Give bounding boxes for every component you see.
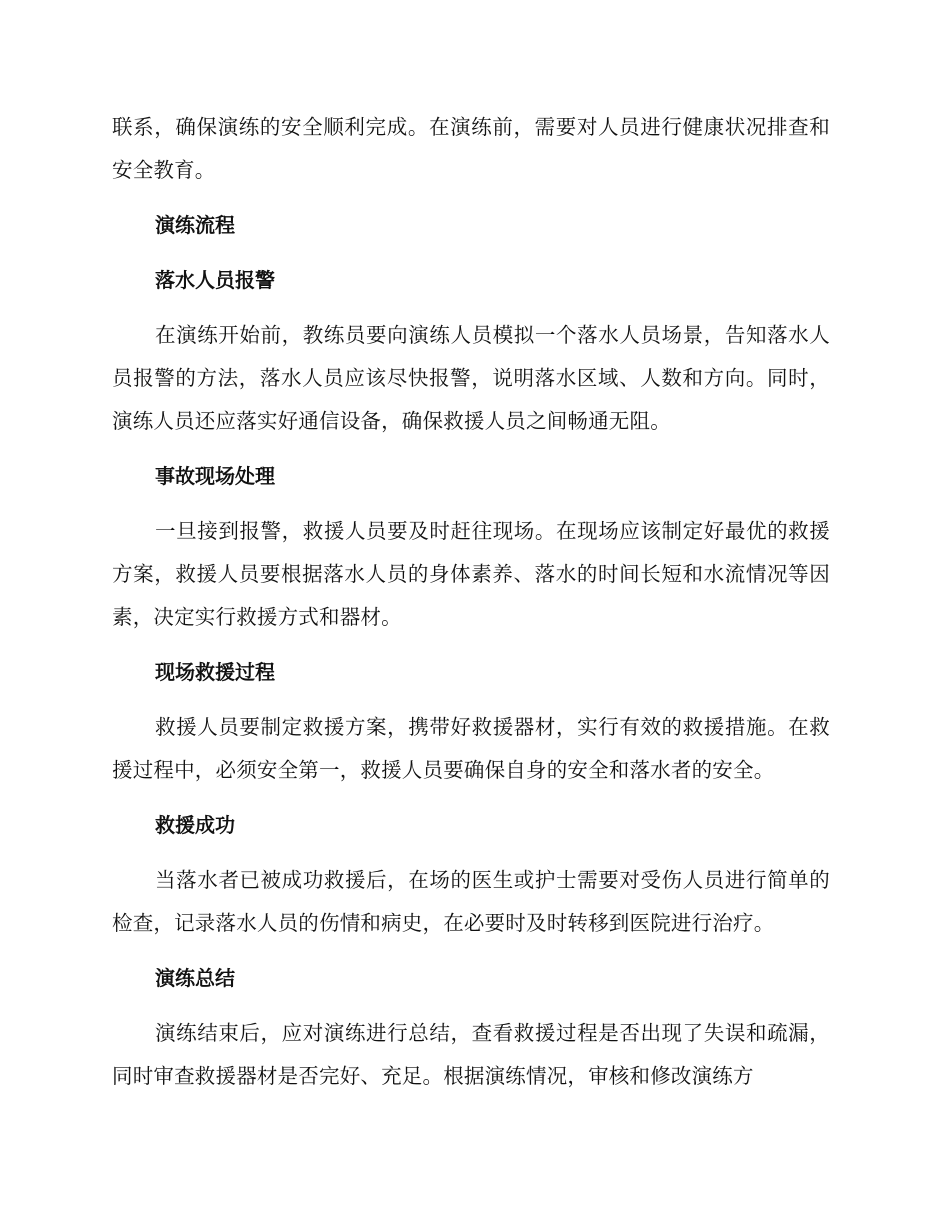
paragraph-rescue-success: 当落水者已被成功救援后，在场的医生或护士需要对受伤人员进行简单的检查，记录落水人员的伤情和病史，在必要时及时转移到医院进行治疗。 bbox=[112, 868, 830, 935]
section-title: 演练流程 bbox=[155, 213, 235, 237]
subheading-rescue-success: 救援成功 bbox=[155, 813, 235, 837]
paragraph-alarm: 在演练开始前，教练员要向演练人员模拟一个落水人员场景，告知落水人员报警的方法，落水人员应该尽快报警，说明落水区域、人数和方向。同时，演练人员还应落实好通信设备，确保救援人员之间畅通无阻。 bbox=[112, 323, 830, 433]
intro-paragraph: 联系，确保演练的安全顺利完成。在演练前，需要对人员进行健康状况排查和安全教育。 bbox=[112, 115, 830, 182]
subheading-alarm: 落水人员报警 bbox=[155, 268, 275, 292]
document-page bbox=[112, 106, 830, 1098]
paragraph-drill-summary: 演练结束后，应对演练进行总结，查看救援过程是否出现了失误和疏漏，同时审查救援器材是否完好、充足。根据演练情况，审核和修改演练方 bbox=[112, 1021, 830, 1088]
subheading-scene-handling: 事故现场处理 bbox=[155, 464, 275, 488]
subheading-rescue-process: 现场救援过程 bbox=[155, 660, 275, 684]
paragraph-rescue-process: 救援人员要制定救援方案，携带好救援器材，实行有效的救援措施。在救援过程中，必须安全第一，救援人员要确保自身的安全和落水者的安全。 bbox=[112, 715, 830, 782]
subheading-drill-summary: 演练总结 bbox=[155, 966, 235, 990]
paragraph-scene-handling: 一旦接到报警，救援人员要及时赶往现场。在现场应该制定好最优的救援方案，救援人员要根据落水人员的身体素养、落水的时间长短和水流情况等因素，决定实行救援方式和器材。 bbox=[112, 519, 830, 629]
